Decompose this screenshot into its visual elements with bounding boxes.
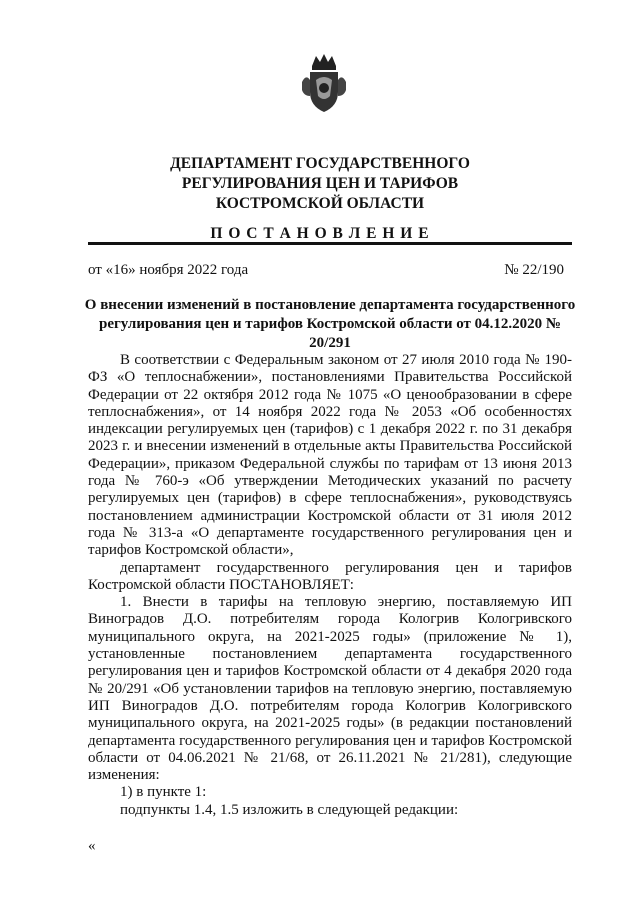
- header-divider: [88, 242, 572, 245]
- body-paragraph-subpoints: подпункты 1.4, 1.5 изложить в следующей редакции:: [120, 801, 459, 818]
- document-body: [88, 352, 572, 819]
- body-paragraph-basis: В соответствии с Федеральным законом от 27 июля 2010 года № 190-ФЗ «О теплоснабжении», постановлениями Правительства Российской Федерации от 22 октября 2012 года № 1075 «О ценообразовании в сфере теплоснабжения», от 14 ноября 2022 года № 2053 «Об особенностях индексации регулируемых цен (тарифов) с 1 декабря 2022 г. по 31 декабря 2023 г. и внесении изменений в отдельные акты Правительства Российской Федерации», приказом Федеральной службы по тарифам от 13 июня 2013 года № 760-э «Об утверждении Методических указаний по расчету регулируемых цен (тарифов) в сфере теплоснабжения», руководствуясь постановлением администрации Костромской области от 31 июля 2012 года № 313-а «О департаменте государственного регулирования цен и тарифов Костромской области»,: [88, 352, 572, 559]
- body-paragraph-subitem: 1) в пункте 1:: [120, 784, 207, 801]
- document-date: от «16» ноября 2022 года: [88, 262, 249, 278]
- department-name-line-1: ДЕПАРТАМЕНТ ГОСУДАРСТВЕННОГО: [170, 155, 470, 172]
- date-number-line: [88, 260, 572, 280]
- document-subject: О внесении изменений в постановление департамента государственного регулирования цен и тарифов Костромской области от 04.12.2020 № 20/291: [84, 297, 576, 351]
- opening-quote: «: [88, 838, 96, 854]
- department-name-line-2: РЕГУЛИРОВАНИЯ ЦЕН И ТАРИФОВ: [181, 175, 459, 192]
- coat-of-arms-icon: [296, 52, 352, 116]
- document-number: № 22/190: [504, 262, 564, 278]
- document-type: П О С Т А Н О В Л Е Н И Е: [210, 225, 430, 242]
- body-paragraph-resolves: департамент государственного регулирования цен и тарифов Костромской области ПОСТАНОВЛЯЕТ:: [88, 559, 572, 593]
- body-paragraph-item-1: 1. Внести в тарифы на тепловую энергию, поставляемую ИП Виноградов Д.О. потребителям города Кологрив Кологривского муниципального округа, на 2021-2025 годы» (приложение № 1), установленные постановлением департамента государственного регулирования цен и тарифов Костромской области от 4 декабря 2020 года № 20/291 «Об установлении тарифов на тепловую энергию, поставляемую ИП Виноградов Д.О. потребителям города Кологрив Кологривского муниципального округа, на 2021-2025 годы» (в редакции постановлений департамента государственного регулирования цен и тарифов Костромской области от 04.06.2021 № 21/68, от 26.11.2021 № 21/281), следующие изменения:: [88, 594, 572, 784]
- department-name-line-3: КОСТРОМСКОЙ ОБЛАСТИ: [215, 195, 425, 212]
